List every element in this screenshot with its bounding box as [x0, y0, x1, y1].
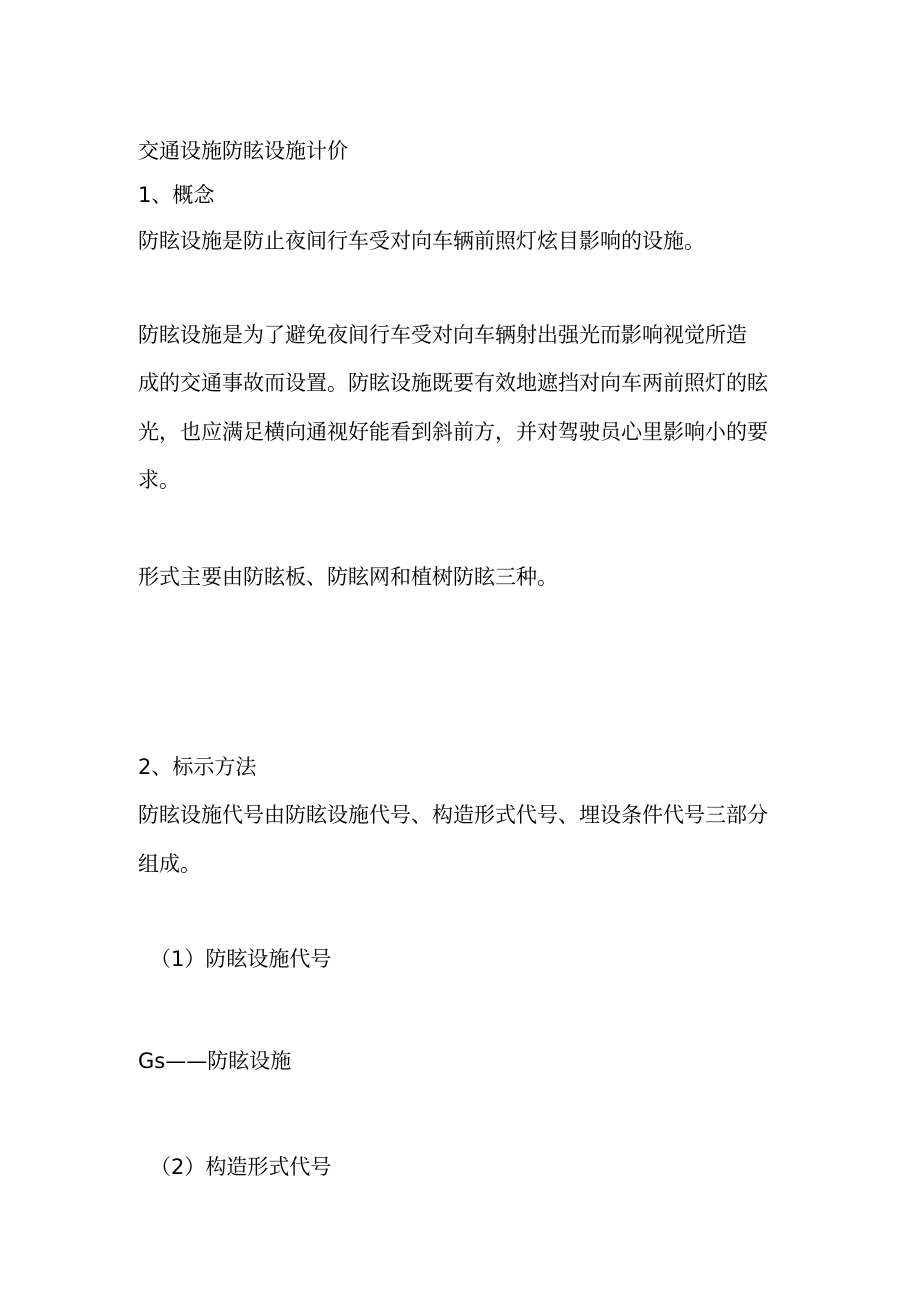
section1-paragraph2-line4: 求。 — [138, 468, 180, 492]
section2-heading: 2、标示方法 — [138, 755, 257, 779]
subsection1-heading: （1）防眩设施代号 — [150, 947, 332, 971]
code-definition: Gs——防眩设施 — [138, 1049, 292, 1073]
section2-paragraph1-line1: 防眩设施代号由防眩设施代号、构造形式代号、埋设条件代号三部分 — [138, 803, 768, 827]
section1-paragraph3: 形式主要由防眩板、防眩网和植树防眩三种。 — [138, 565, 558, 589]
subsection2-heading: （2）构造形式代号 — [150, 1155, 332, 1179]
section1-paragraph2-line3: 光，也应满足横向通视好能看到斜前方，并对驾驶员心里影响小的要 — [138, 420, 768, 444]
section1-heading: 1、概念 — [138, 183, 215, 207]
section1-paragraph2-line1: 防眩设施是为了避免夜间行车受对向车辆射出强光而影响视觉所造 — [138, 323, 747, 347]
section1-paragraph1: 防眩设施是防止夜间行车受对向车辆前照灯炫目影响的设施。 — [138, 229, 705, 253]
section1-paragraph2-line2: 成的交通事故而设置。防眩设施既要有效地遮挡对向车两前照灯的眩 — [138, 371, 768, 395]
document-title: 交通设施防眩设施计价 — [138, 139, 348, 163]
section2-paragraph1-line2: 组成。 — [138, 852, 201, 876]
